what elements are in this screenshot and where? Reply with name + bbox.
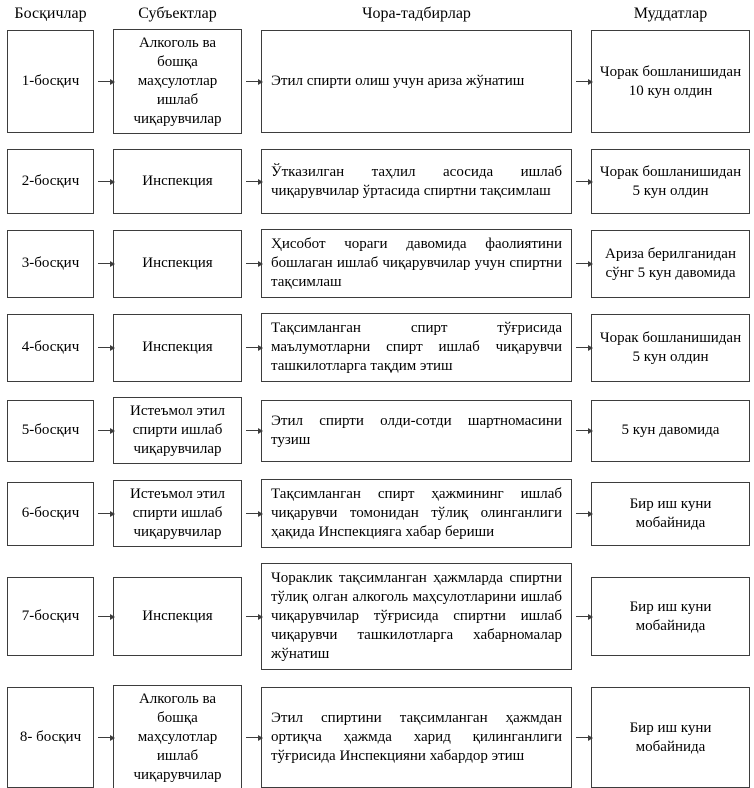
column-header-deadlines: Муддатлар: [633, 5, 708, 22]
column-header-subjects: Субъектлар: [138, 5, 217, 22]
measure-box: [261, 400, 572, 462]
subject-box: [113, 29, 242, 134]
subject-box: [113, 230, 242, 298]
arrow-right-icon: [94, 81, 113, 83]
stage-box: [7, 577, 94, 656]
deadline-label: Бир иш куни мобайнида: [629, 598, 712, 634]
deadline-label: Бир иш куни мобайнида: [629, 719, 712, 755]
arrow-right-icon: [242, 430, 261, 432]
column-header-stages: Босқичлар: [14, 5, 87, 22]
measure-box: [261, 149, 572, 214]
deadline-box: [591, 314, 750, 382]
stage-label: 1-босқич: [21, 73, 80, 89]
subject-box: [113, 149, 242, 214]
arrow-right-icon: [94, 430, 113, 432]
measure-label: Этил спирти олди-сотди шартномасини тузиш: [271, 412, 562, 448]
deadline-label: Бир иш куни мобайнида: [629, 495, 712, 531]
subject-label: Алкоголь ва бошқа маҳсулотлар ишлаб чиқарувчилар: [133, 691, 222, 783]
arrow-right-icon: [94, 616, 113, 618]
measure-box: [261, 687, 572, 788]
subject-label: Истеъмол этил спирти ишлаб чиқарувчилар: [130, 486, 225, 540]
arrow-right-icon: [572, 81, 591, 83]
stage-label: 2-босқич: [21, 173, 80, 189]
stage-box: [7, 687, 94, 788]
subject-box: [113, 577, 242, 656]
arrow-right-icon: [94, 347, 113, 349]
subject-label: Инспекция: [142, 173, 213, 189]
measure-box: [261, 30, 572, 133]
measure-label: Этил спиртини тақсимланган ҳажмдан ортиқча ҳажмда харид қилинганлиги тўғрисида Инспекцияни хабардор этиш: [271, 710, 562, 764]
stage-label: 4-босқич: [21, 339, 80, 355]
arrow-right-icon: [572, 616, 591, 618]
arrow-right-icon: [572, 263, 591, 265]
measure-label: Чораклик тақсимланган ҳажмларда спиртни тўлиқ олган алкоголь маҳсулотларини ишлаб чиқарувчилар тўғрисида спиртни ишлаб чиқарувчи ташкилотларга хабарномалар жўнатиш: [271, 570, 562, 662]
deadline-label: Чорак бошланишидан 5 кун олдин: [599, 329, 742, 365]
measure-label: Этил спирти олиш учун ариза жўнатиш: [271, 73, 525, 89]
column-headers: [7, 5, 751, 23]
arrow-right-icon: [242, 513, 261, 515]
deadline-box: [591, 577, 750, 656]
process-row-1: [7, 29, 751, 134]
stage-label: 5-босқич: [21, 422, 80, 438]
subject-box: [113, 314, 242, 382]
arrow-right-icon: [572, 181, 591, 183]
column-header-measures: Чора-тадбирлар: [362, 5, 471, 22]
measure-label: Тақсимланган спирт ҳажмининг ишлаб чиқарувчи томонидан тўлиқ олинганлиги ҳақида Инспекцияга хабар бериши: [271, 486, 562, 540]
measure-label: Ўтказилган таҳлил асосида ишлаб чиқарувчилар ўртасида спиртни тақсимлаш: [271, 163, 562, 199]
arrow-right-icon: [94, 737, 113, 739]
arrow-right-icon: [94, 181, 113, 183]
subject-box: [113, 685, 242, 788]
arrow-right-icon: [242, 181, 261, 183]
stage-box: [7, 149, 94, 214]
measure-box: [261, 479, 572, 548]
process-row-3: [7, 229, 751, 298]
deadline-label: Чорак бошланишидан 10 кун олдин: [599, 63, 742, 99]
deadline-label: Чорак бошланишидан 5 кун олдин: [599, 163, 742, 199]
arrow-right-icon: [242, 616, 261, 618]
arrow-right-icon: [242, 263, 261, 265]
deadline-label: Ариза берилганидан сўнг 5 кун давомида: [605, 245, 736, 281]
arrow-right-icon: [572, 347, 591, 349]
stage-label: 8- босқич: [19, 729, 82, 745]
deadline-box: [591, 30, 750, 133]
stage-box: [7, 30, 94, 133]
process-row-6: [7, 479, 751, 548]
process-row-8: [7, 685, 751, 788]
stage-box: [7, 482, 94, 546]
subject-label: Инспекция: [142, 608, 213, 624]
arrow-right-icon: [572, 737, 591, 739]
process-row-4: [7, 313, 751, 382]
process-row-5: [7, 397, 751, 464]
deadline-box: [591, 149, 750, 214]
measure-label: Тақсимланган спирт тўғрисида маълумотларни спирт ишлаб чиқарувчи ташкилотларга тақдим этиш: [271, 320, 562, 374]
stage-label: 6-босқич: [21, 505, 80, 521]
subject-label: Алкоголь ва бошқа маҳсулотлар ишлаб чиқарувчилар: [133, 35, 222, 127]
arrow-right-icon: [94, 263, 113, 265]
measure-label: Ҳисобот чораги давомида фаолиятини бошлаган ишлаб чиқарувчилар учун спиртни тақсимлаш: [271, 236, 562, 290]
arrow-right-icon: [242, 347, 261, 349]
deadline-box: [591, 400, 750, 462]
stage-box: [7, 314, 94, 382]
arrow-right-icon: [572, 430, 591, 432]
arrow-right-icon: [242, 81, 261, 83]
arrow-right-icon: [572, 513, 591, 515]
subject-label: Истеъмол этил спирти ишлаб чиқарувчилар: [130, 403, 225, 457]
deadline-box: [591, 482, 750, 546]
process-row-2: [7, 149, 751, 214]
stage-box: [7, 400, 94, 462]
arrow-right-icon: [242, 737, 261, 739]
measure-box: [261, 229, 572, 298]
stage-label: 7-босқич: [21, 608, 80, 624]
deadline-box: [591, 687, 750, 788]
measure-box: [261, 313, 572, 382]
process-row-7: [7, 563, 751, 670]
subject-label: Инспекция: [142, 339, 213, 355]
measure-box: [261, 563, 572, 670]
subject-box: [113, 397, 242, 464]
deadline-label: 5 кун давомида: [621, 422, 720, 438]
deadline-box: [591, 230, 750, 298]
arrow-right-icon: [94, 513, 113, 515]
subject-label: Инспекция: [142, 255, 213, 271]
subject-box: [113, 480, 242, 547]
stage-label: 3-босқич: [21, 255, 80, 271]
stage-box: [7, 230, 94, 298]
